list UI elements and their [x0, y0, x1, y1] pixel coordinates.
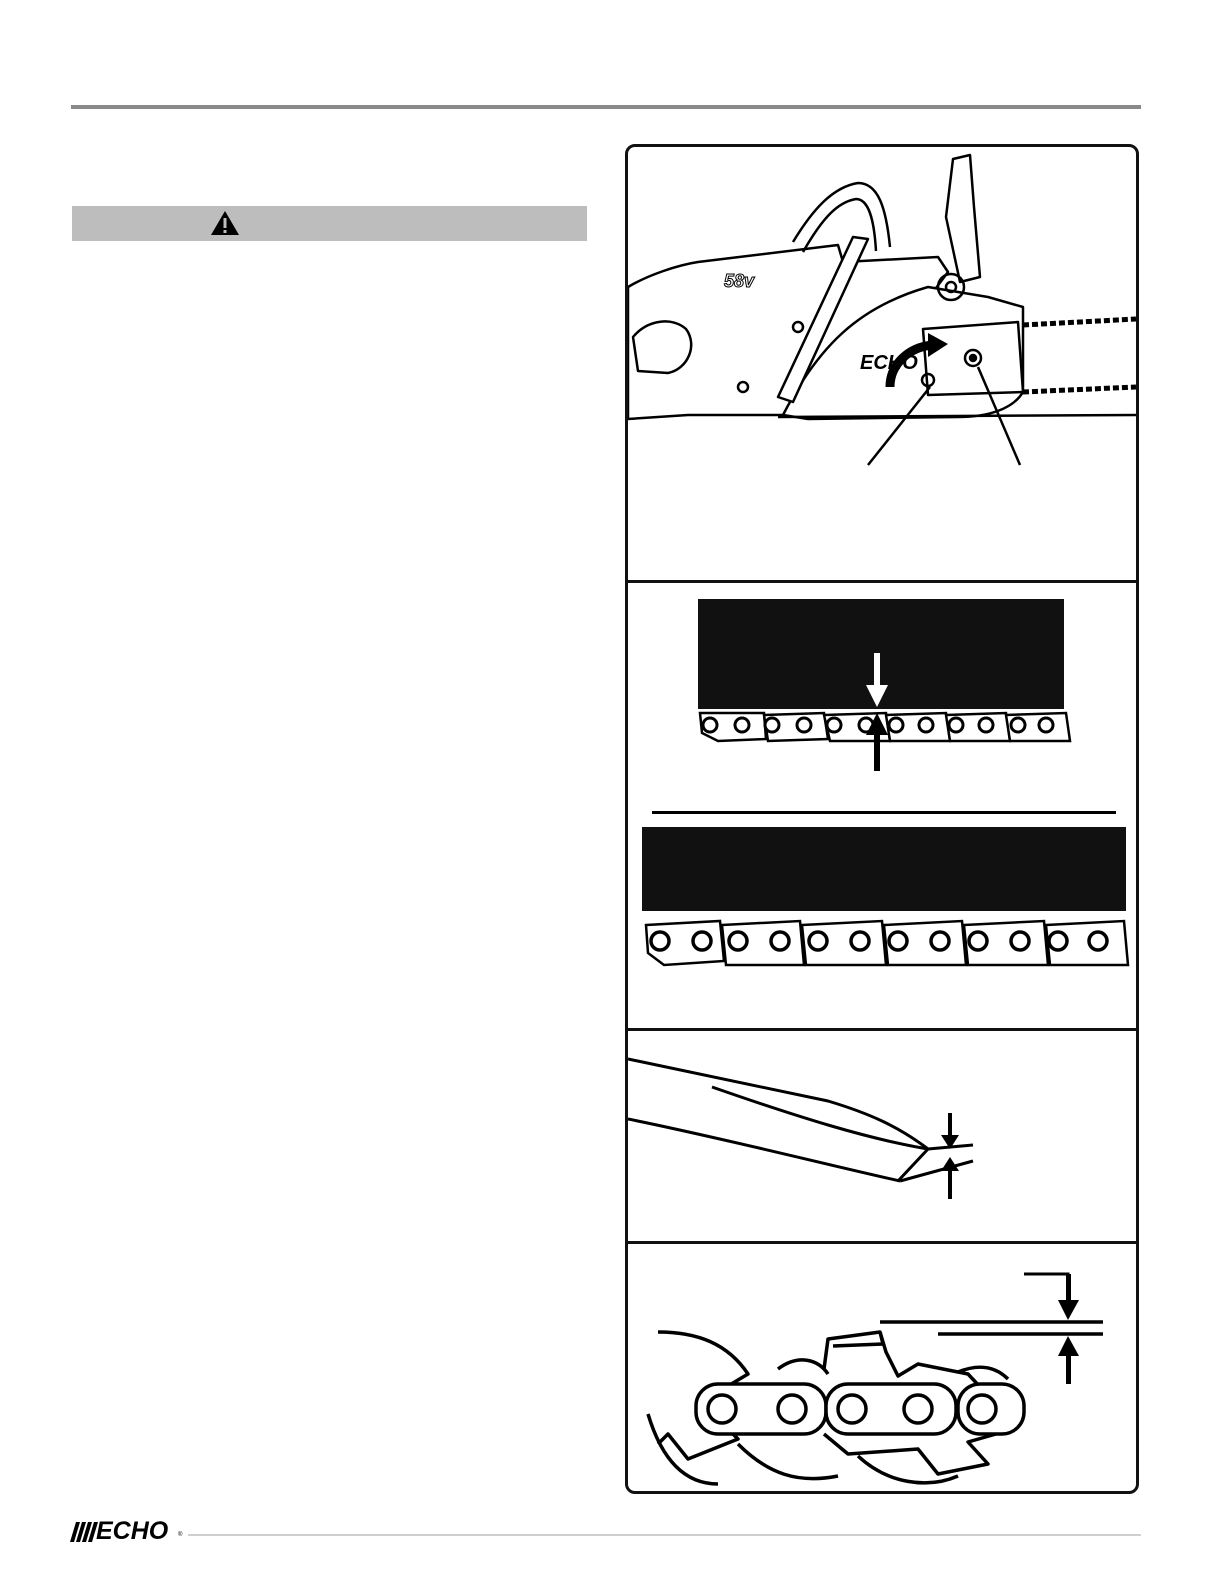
header-rule [71, 105, 1141, 109]
housing-logo: ECHO [860, 352, 918, 374]
chainsaw-illustration [628, 147, 1136, 582]
screwdriver-tip-panel [628, 1031, 1136, 1241]
voltage-badge: 58v [724, 271, 755, 291]
cutter-depth-panel [628, 1244, 1136, 1494]
chainsaw-illustration-panel [628, 147, 1136, 582]
echo-logo [68, 1516, 186, 1546]
warning-banner [72, 206, 587, 241]
footer-rule [188, 1534, 1141, 1536]
registered-mark: ® [178, 1532, 183, 1538]
cutter-depth-illustration [628, 1244, 1136, 1494]
chain-tension-panel [628, 583, 1136, 1027]
illustration-frame [625, 144, 1139, 1494]
warning-triangle-icon [210, 210, 240, 236]
logo-text: ECHO [96, 1517, 169, 1545]
screwdriver-tip-illustration [628, 1031, 1136, 1241]
chain-tension-illustration [628, 583, 1136, 1027]
